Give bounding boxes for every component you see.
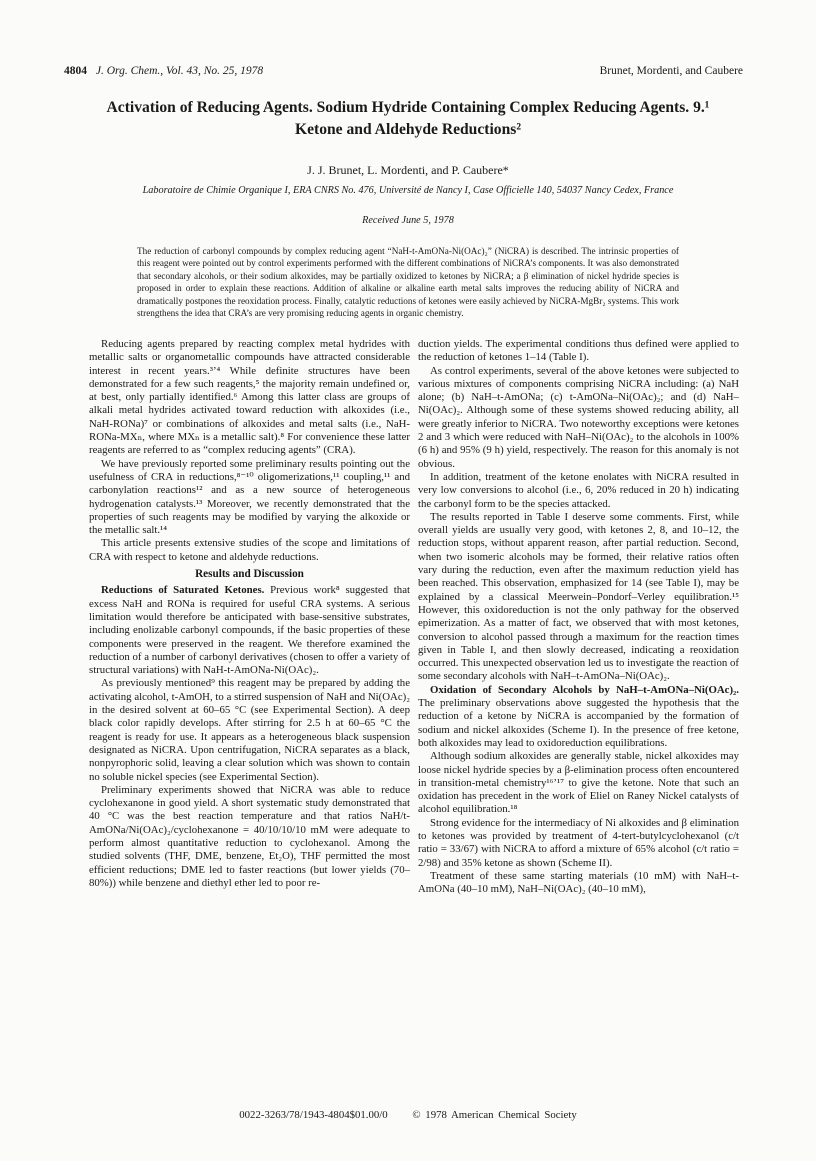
article-title: Activation of Reducing Agents. Sodium Hydride Containing Complex Reducing Agents. 9.¹ Ketone and Aldehyde Reductions² (106, 99, 710, 138)
section-heading: Results and Discussion (195, 568, 304, 581)
paragraph: Strong evidence for the intermediacy of Ni alkoxides and β elimination to ketones was provided by treatment of 4-tert-butylcyclohexanol (c/t ratio = 33/67) with NiCRA to afford a mixture of 65% alcohol (c/t ratio = 2/98) and 35% ketone as shown (Scheme II). (418, 816, 739, 869)
paragraph: As control experiments, several of the above ketones were subjected to various mixtures of components comprising NiCRA including: (a) NaH alone; (b) NaH–t-AmONa; (c) t-AmONa–Ni(OAc)₂; and (d) NaH–Ni(OAc)₂. Although some of these systems showed reducing ability, all were greatly inferior to NiCRA. Two noteworthy exceptions were ketones 2 and 3 which were reduced with NaH–Ni(OAc)₂ to the alcohols in 100% (6 h) and 95% (9 h) yield, respectively. The reason for this anomaly is not obvious. (418, 364, 739, 470)
received-date: Received June 5, 1978 (362, 215, 454, 226)
copyright: © 1978 American Chemical Society (412, 1109, 577, 1121)
journal-citation: J. Org. Chem., Vol. 43, No. 25, 1978 (95, 65, 264, 77)
paragraph: duction yields. The experimental conditions thus defined were applied to the reduction of ketones 1–14 (Table I). (418, 338, 739, 364)
paragraph: We have previously reported some preliminary results pointing out the usefulness of CRA in reductions,⁸⁻¹⁰ oligomerizations,¹¹ coupling,¹¹ and carbonylation reactions¹² and as a new source of heterogeneous hydrogenation catalysts.¹³ Moreover, we recently demonstrated that the properties of such reagents may be modified by varying the alkoxide or the metallic salt.¹⁴ (89, 457, 410, 537)
paragraph: Although sodium alkoxides are generally stable, nickel alkoxides may loose nickel hydride species by a β-elimination process often encountered in transition-metal chemistry¹⁶ʼ¹⁷ to give the ketone. Note that such an oxidation has precedent in the work of Eliel on Raney Nickel catalysts of alcohol equilibration.¹⁸ (418, 750, 739, 816)
paragraph: Treatment of these same starting materials (10 mM) with NaH–t-AmONa (40–10 mM), NaH–Ni(OAc)₂ (40–10 mM), (418, 869, 739, 896)
page-footer (0, 1109, 816, 1121)
paragraph: The results reported in Table I deserve some comments. First, while overall yields are usually very good, with ketones 2, 8, and 10–12, the reduction stops, without apparent reason, after partial reduction. Second, when two isomeric alcohols may be formed, their relative ratios often vary during the reduction, even after the maximum reduction yield has been reached. This observation, emphasized for 14 (see Table I), may be explained by a classical Meerwein–Pondorf–Verley equilibration.¹⁵ However, this oxidoreduction is not the only pathway for the observed epimerization. As a matter of fact, we observed that with most ketones, conversion to alcohol passed through a maximum for the reaction times given in Table I, and then slowly decreased, indicating a reoxidation occurred. This unexpected observation led us to investigate the reaction of some secondary alcohols with NaH–t-AmONa–Ni(OAc)₂. (418, 510, 739, 683)
left-column (89, 338, 410, 890)
page-number: 4804 (64, 65, 87, 77)
paragraph: As previously mentioned⁹ this reagent may be prepared by adding the activating alcohol, t-AmOH, to a stirred suspension of NaH and Ni(OAc)₂ in the desired solvent at 60–65 °C (see Experimental Section). A deep black color rapidly develops. After stirring for 2.5 h at 60–65 °C the reagent is ready for use. It appears as a heterogeneous black suspension designated as NiCRA. Upon centrifugation, NiCRA separates as a black, nonpyrophoric solid, leaving a clear solution which was shown to contain no soluble nickel species (see Experimental Section). (89, 677, 410, 783)
paragraph: Reducing agents prepared by reacting complex metal hydrides with metallic salts or organometallic compounds have attracted considerable interest in recent years.³ʼ⁴ While definite structures have been demonstrated for a few such reagents,⁵ the majority remain undefined or, at best, only partially identified.⁶ Among this latter class are groups of alkali metal hydrides activated toward reduction with alkoxides (i.e., NaH-RONa)⁷ or combinations of alkoxides and metal salts (i.e., NaH-RONa-MXₙ, where MXₙ is a metallic salt).⁸ For convenience these latter reagents are referred to as “complex reducing agents” (CRA). (89, 338, 410, 457)
paragraph-text: The preliminary observations above suggested the hypothesis that the reduction of a ketone by NiCRA is accompanied by the formation of sodium and nickel alkoxides (Scheme I). In the presence of free ketone, both alkoxides may lead to oxidoreduction equilibrations. (418, 697, 739, 749)
running-head-left (64, 65, 263, 77)
running-head-authors: Brunet, Mordenti, and Caubere (599, 65, 743, 77)
affiliation: Laboratoire de Chimie Organique I, ERA CNRS No. 476, Université de Nancy I, Case Officielle 140, 54037 Nancy Cedex, France (142, 185, 674, 196)
paragraph: Preliminary experiments showed that NiCRA was able to reduce cyclohexanone in good yield. A short systematic study demonstrated that 40 °C was the best reaction temperature and that ratios NaH/t-AmONa/Ni(OAc)₂/cyclohexanone = 40/10/10/10 mM were adequate to perform almost quantitative reduction to cyclohexanol. Among the studied solvents (THF, DME, benzene, Et₂O), THF permitted the most efficient reductions; DME led to faster reactions (but lower yields (70–80%)) while benzene and diethyl ether led to poor re- (89, 783, 410, 889)
paragraph: This article presents extensive studies of the scope and limitations of CRA with respect to ketone and aldehyde reductions. (89, 537, 410, 563)
abstract: The reduction of carbonyl compounds by complex reducing agent “NaH-t-AmONa-Ni(OAc)₂” (NiCRA) is described. The intrinsic properties of this reagent were pointed out by control experiments performed with the different combinations of NiCRA’s components. It was also demonstrated that secondary alcohols, or their sodium alkoxides, may be partially oxidized to ketones by NiCRA; a β elimination of nickel hydride species is proposed in order to explain these reactions. Addition of alkaline or alkaline earth metal salts improves the reducing ability of NiCRA and dramatically postpones the reoxidation process. Finally, catalytic reductions of ketones were easily achieved by NiCRA-MgBr₂ systems. This work strengthens the idea that CRA’s are very promising reducing agents in organic chemistry. (137, 246, 679, 319)
paragraph: In addition, treatment of the ketone enolates with NiCRA resulted in very low conversions to alcohol (i.e., 6, 20% reduced in 20 h) indicating the carbonyl form to be the species attacked. (418, 470, 739, 510)
run-in-heading: Reductions of Saturated Ketones. (101, 584, 265, 597)
paragraph (418, 684, 739, 750)
article-code: 0022-3263/78/1943-4804$01.00/0 (239, 1109, 388, 1121)
right-column (418, 338, 739, 896)
paragraph-text: Previous work⁸ suggested that excess NaH and RONa is required for useful CRA systems. A serious limitation would therefore be anticipated with base-sensitive substrates, including enolizable carbonyl compounds, if the basic properties of these components were preserved in the reagent. We therefore examined the reduction of a number of carbonyl derivatives (chosen to offer a variety of structural variations) with NaH-t-AmONa-Ni(OAc)₂. (89, 584, 410, 677)
run-in-heading: Oxidation of Secondary Alcohols by NaH–t-AmONa–Ni(OAc)₂. (430, 683, 739, 696)
running-head (64, 65, 743, 77)
author-list: J. J. Brunet, L. Mordenti, and P. Caubere* (307, 163, 509, 177)
paragraph (89, 584, 410, 677)
